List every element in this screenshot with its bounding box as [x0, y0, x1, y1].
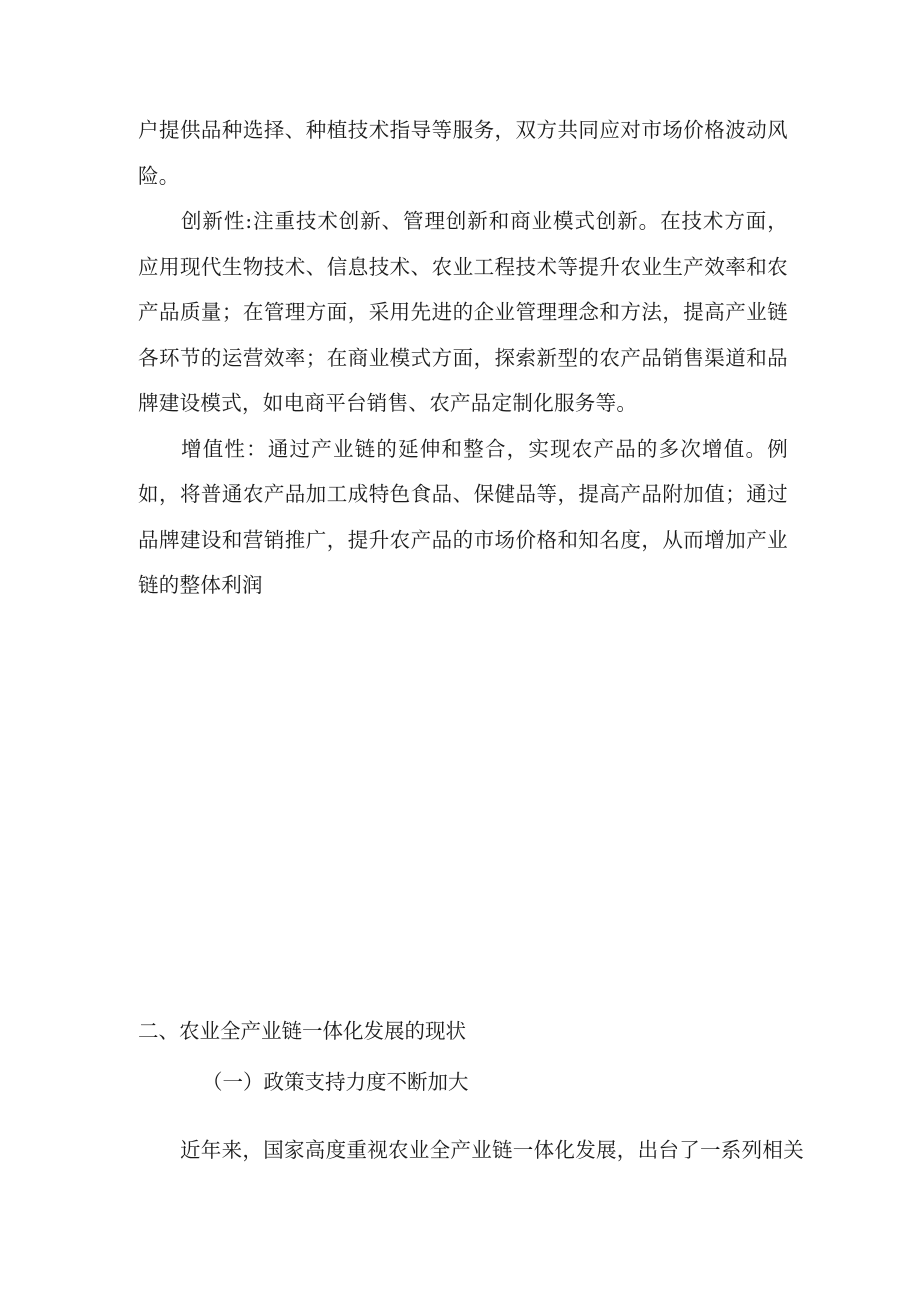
subsection-heading: （一）政策支持力度不断加大 — [202, 1070, 469, 1094]
section-heading: 二、农业全产业链一体化发展的现状 — [138, 1019, 466, 1043]
body-text-block — [138, 108, 788, 609]
paragraph-innovation: 创新性:注重技术创新、管理创新和商业模式创新。在技术方面，应用现代生物技术、信息技术、农业工程技术等提升农业生产效率和农产品质量；在管理方面，采用先进的企业管理理念和方法，提高产业链各环节的运营效率；在商业模式方面，探索新型的农产品销售渠道和品牌建设模式，如电商平台销售、农产品定制化服务等。 — [138, 209, 788, 415]
paragraph-continuation: 户提供品种选择、种植技术指导等服务，双方共同应对市场价格波动风险。 — [138, 118, 788, 188]
paragraph-policy-intro: 近年来，国家高度重视农业全产业链一体化发展，出台了一系列相关 — [180, 1138, 804, 1162]
paragraph-value-added: 增值性：通过产业链的延伸和整合，实现农产品的多次增值。例如，将普通农产品加工成特色食品、保健品等，提高产品附加值；通过品牌建设和营销推广，提升农产品的市场价格和知名度，从而增加产业链的整体利润 — [138, 436, 788, 597]
